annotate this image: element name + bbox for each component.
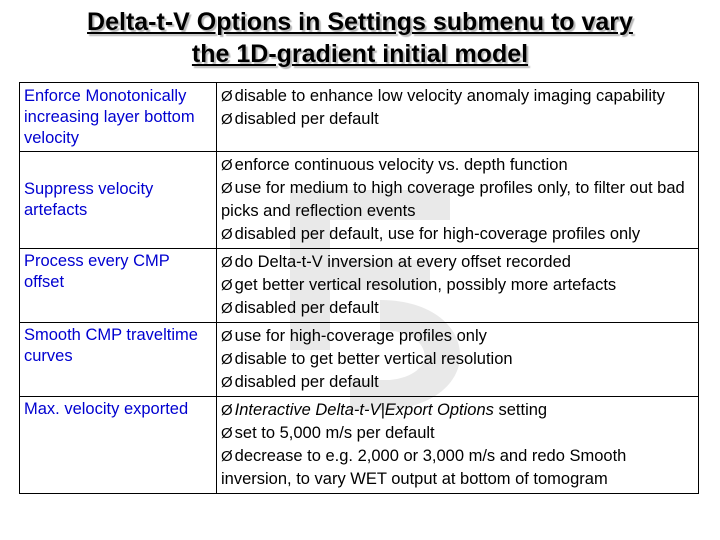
arrow-bullet-icon: Ø bbox=[221, 374, 233, 391]
option-row-enforce-monotonic bbox=[20, 83, 699, 152]
bullet-item: Ø disable to enhance low velocity anomaly imaging capability bbox=[221, 87, 665, 105]
option-description bbox=[217, 83, 699, 152]
arrow-bullet-icon: Ø bbox=[221, 157, 233, 174]
option-row-every-cmp-offset bbox=[20, 249, 699, 323]
page-title bbox=[0, 6, 720, 70]
option-row-suppress-artefacts bbox=[20, 152, 699, 249]
arrow-bullet-icon: Ø bbox=[221, 180, 233, 197]
arrow-bullet-icon: Ø bbox=[221, 425, 233, 442]
arrow-bullet-icon: Ø bbox=[221, 300, 233, 317]
bullet-item: Ø disabled per default bbox=[221, 110, 379, 128]
title-line-2: the 1D-gradient initial model bbox=[191, 40, 529, 68]
arrow-bullet-icon: Ø bbox=[221, 88, 233, 105]
arrow-bullet-icon: Ø bbox=[221, 448, 233, 465]
option-label: Enforce Monotonically increasing layer bottom velocity bbox=[20, 83, 217, 152]
bullet-item: Ø disabled per default bbox=[221, 373, 379, 391]
bullet-item: Ø use for high-coverage profiles only bbox=[221, 327, 487, 345]
bullet-item: Ø decrease to e.g. 2,000 or 3,000 m/s and redo Smooth inversion, to vary WET output at bottom of tomogram bbox=[221, 447, 627, 488]
option-description bbox=[217, 323, 699, 397]
arrow-bullet-icon: Ø bbox=[221, 111, 233, 128]
option-row-max-velocity bbox=[20, 397, 699, 494]
title-line-1: Delta-t-V Options in Settings submenu to vary bbox=[87, 8, 633, 36]
bullet-item: Ø use for medium to high coverage profiles only, to filter out bad picks and reflection events bbox=[221, 179, 685, 220]
arrow-bullet-icon: Ø bbox=[221, 328, 233, 345]
option-row-smooth-traveltime bbox=[20, 323, 699, 397]
arrow-bullet-icon: Ø bbox=[221, 254, 233, 271]
bullet-item: Ø disabled per default bbox=[221, 299, 379, 317]
bullet-item: Ø Interactive Delta-t-V|Export Options setting bbox=[221, 401, 548, 419]
option-description bbox=[217, 152, 699, 249]
arrow-bullet-icon: Ø bbox=[221, 277, 233, 294]
bullet-item: Ø disabled per default, use for high-coverage profiles only bbox=[221, 225, 641, 243]
option-label: Suppress velocity artefacts bbox=[20, 152, 217, 249]
bullet-item: Ø do Delta-t-V inversion at every offset recorded bbox=[221, 253, 571, 271]
option-label: Max. velocity exported bbox=[20, 397, 217, 494]
bullet-item: Ø enforce continuous velocity vs. depth function bbox=[221, 156, 568, 174]
arrow-bullet-icon: Ø bbox=[221, 402, 233, 419]
options-table bbox=[19, 82, 699, 494]
option-description bbox=[217, 397, 699, 494]
bullet-item: Ø set to 5,000 m/s per default bbox=[221, 424, 435, 442]
bullet-item: Ø get better vertical resolution, possibly more artefacts bbox=[221, 276, 617, 294]
arrow-bullet-icon: Ø bbox=[221, 351, 233, 368]
option-label: Process every CMP offset bbox=[20, 249, 217, 323]
arrow-bullet-icon: Ø bbox=[221, 226, 233, 243]
option-description bbox=[217, 249, 699, 323]
bullet-item: Ø disable to get better vertical resolution bbox=[221, 350, 513, 368]
option-label: Smooth CMP traveltime curves bbox=[20, 323, 217, 397]
